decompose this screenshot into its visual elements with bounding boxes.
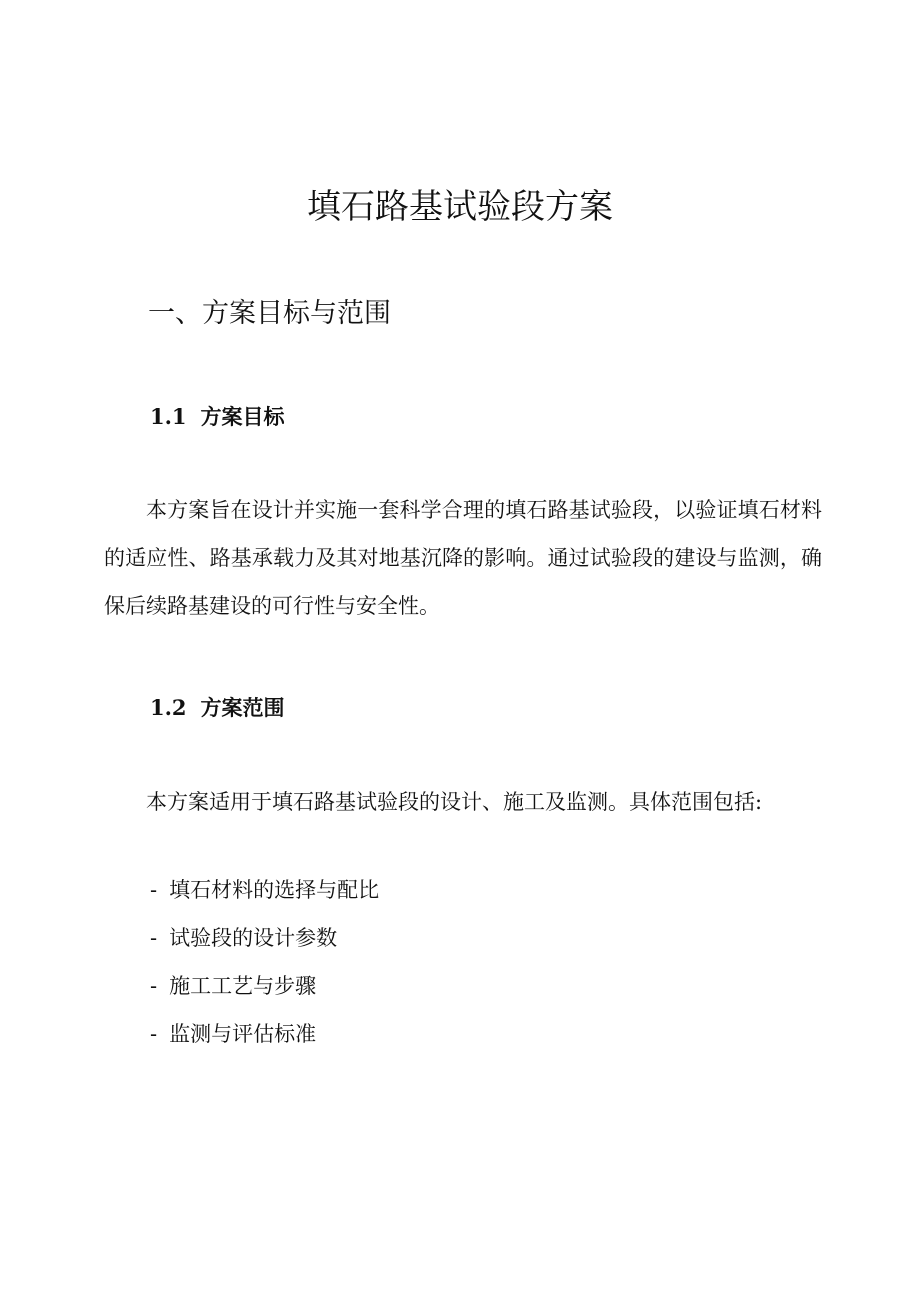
scope-paragraph: 本方案适用于填石路基试验段的设计、施工及监测。具体范围包括: [146,790,763,814]
subsection-number: 1.1 [150,404,187,429]
subsection-title: 方案目标 [200,404,285,429]
list-bullet: - [150,878,158,902]
subsection-heading-scope [150,693,285,723]
list-item [150,1010,379,1058]
subsection-title: 方案范围 [200,695,285,720]
list-bullet: - [150,1022,158,1046]
list-item [150,914,379,962]
list-bullet: - [150,926,158,950]
list-item-text: 填石材料的选择与配比 [169,878,380,902]
goal-paragraph: 本方案旨在设计并实施一套科学合理的填石路基试验段，以验证填石材料的适应性、路基承载力及其对地基沉降的影响。通过试验段的建设与监测，确保后续路基建设的可行性与安全性。 [104,498,822,618]
scope-list [150,866,379,1058]
document-title: 填石路基试验段方案 [307,187,613,227]
list-item [150,866,379,914]
subsection-heading-goal [150,402,285,432]
list-item [150,962,379,1010]
list-item-text: 监测与评估标准 [169,1022,317,1046]
section-heading: 一、方案目标与范围 [148,298,391,329]
list-item-text: 施工工艺与步骤 [169,974,317,998]
subsection-number: 1.2 [150,695,187,720]
list-item-text: 试验段的设计参数 [169,926,338,950]
list-bullet: - [150,974,158,998]
